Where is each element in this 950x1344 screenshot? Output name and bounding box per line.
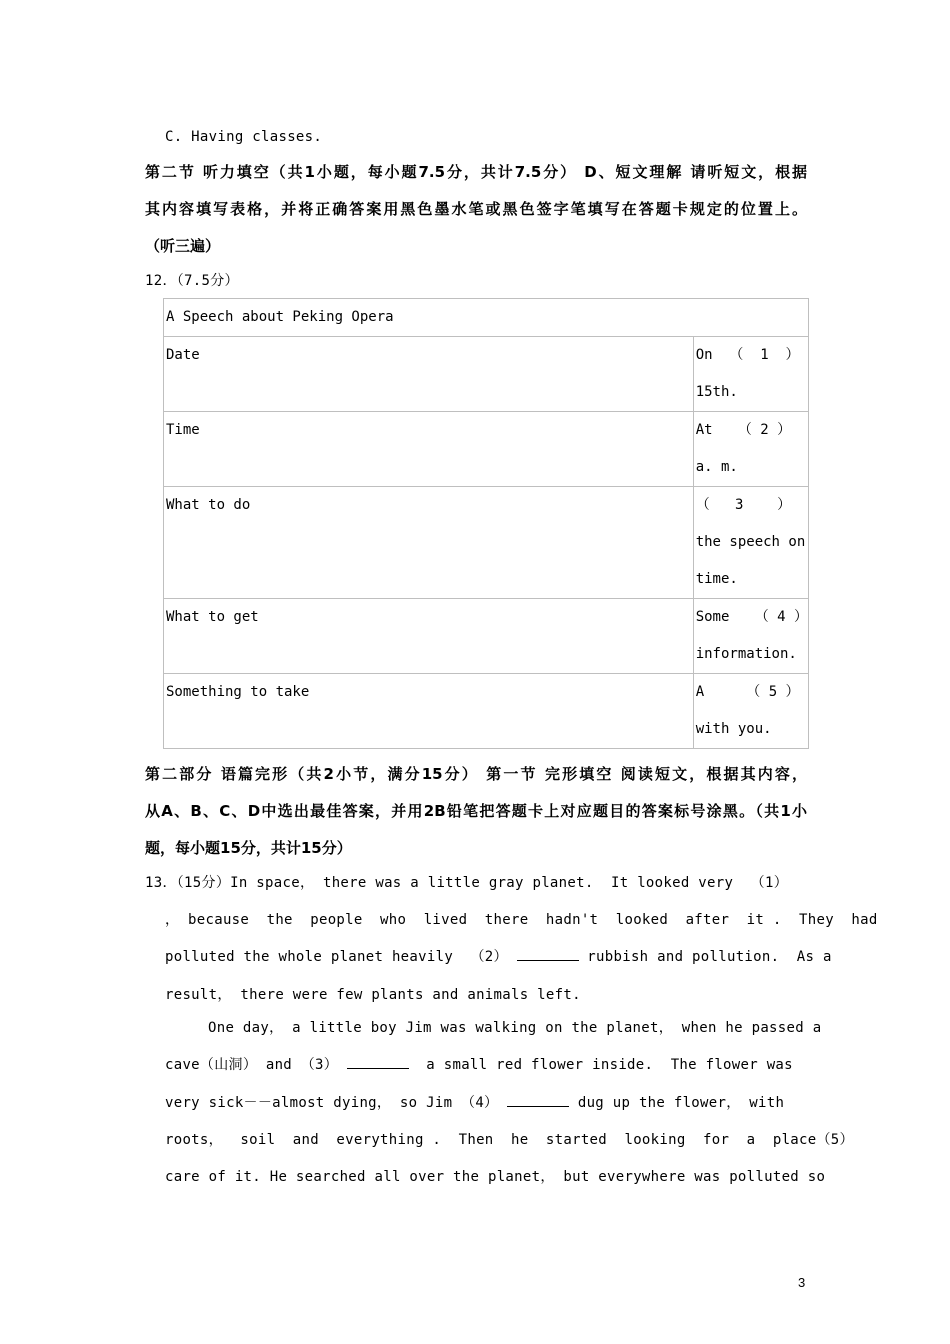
part2-header-line2: 从A、B、C、D中选出最佳答案，并用2B铅笔把答题卡上对应题目的答案标号涂黑。（共1小 xyxy=(145,802,807,820)
value-line: A （ 5 ） xyxy=(695,684,800,700)
text-segment: a small red flower inside. The flower was xyxy=(408,1057,793,1073)
table-row xyxy=(164,674,809,749)
table-row xyxy=(164,487,809,599)
q13-line4: result， there were few plants and animals left. xyxy=(165,987,581,1003)
value-line: with you. xyxy=(695,721,772,737)
answer-blank-4 xyxy=(507,1094,569,1107)
value-line: information. xyxy=(695,646,797,662)
q12-label: 12．（7.5分） xyxy=(145,273,239,289)
value-line: time. xyxy=(695,571,738,587)
q13-line1: 13．（15分）In space， there was a little gray planet. It looked very （1） xyxy=(145,875,789,891)
row-label: What to get xyxy=(164,599,694,674)
table-row xyxy=(164,599,809,674)
page-number: 3 xyxy=(798,1275,806,1290)
q13-line5: One day， a little boy Jim was walking on the planet， when he passed a xyxy=(208,1020,822,1036)
q13-line9: care of it. He searched all over the planet， but everywhere was polluted so xyxy=(165,1169,826,1185)
table-title: A Speech about Peking Opera xyxy=(164,299,809,337)
text-segment: polluted the whole planet heavily （2） xyxy=(165,949,508,965)
answer-blank-2 xyxy=(517,948,579,961)
row-value xyxy=(693,674,808,749)
q13-line6 xyxy=(165,1054,793,1074)
value-line: On （ 1 ） xyxy=(695,347,800,363)
q13-line2: ， because the people who lived there hadn't looked after it . They had xyxy=(165,912,878,928)
value-line: a. m. xyxy=(695,459,738,475)
option-c: C. Having classes. xyxy=(165,129,323,145)
section2-header-line3: （听三遍） xyxy=(145,237,221,255)
value-line: 15th. xyxy=(695,384,738,400)
section2-header-line1: 第二节 听力填空（共1小题，每小题7.5分，共计7.5分） D、短文理解 请听短文，根据 xyxy=(145,163,807,181)
text-segment: cave（山洞） and （3） xyxy=(165,1057,339,1073)
text-segment: dug up the flower， with xyxy=(569,1095,785,1111)
text-segment: very sick－－almost dying， so Jim （4） xyxy=(165,1095,499,1111)
table-row xyxy=(164,337,809,412)
row-value xyxy=(693,599,808,674)
section2-header-line2: 其内容填写表格，并将正确答案用黑色墨水笔或黑色签字笔填写在答题卡规定的位置上。 xyxy=(145,200,807,218)
answer-blank-3 xyxy=(347,1056,409,1069)
row-label: Time xyxy=(164,412,694,487)
q13-line8: roots， soil and everything . Then he started looking for a place（5） xyxy=(165,1132,854,1148)
part2-header-line3: 题，每小题15分，共计15分） xyxy=(145,839,352,857)
row-value xyxy=(693,337,808,412)
part2-header-line1: 第二部分 语篇完形（共2小节，满分15分） 第一节 完形填空 阅读短文，根据其内容， xyxy=(145,765,807,783)
row-value xyxy=(693,412,808,487)
row-label: Date xyxy=(164,337,694,412)
value-line: Some （ 4 ） xyxy=(695,609,808,625)
value-line: At （ 2 ） xyxy=(695,422,792,438)
value-line: the speech on xyxy=(695,534,806,550)
row-value xyxy=(693,487,808,599)
text-segment: rubbish and pollution. As a xyxy=(578,949,832,965)
q13-line7 xyxy=(165,1092,784,1112)
row-label: Something to take xyxy=(164,674,694,749)
q13-line3 xyxy=(165,946,832,966)
table-title-row xyxy=(164,299,809,337)
peking-opera-table xyxy=(163,298,809,749)
row-label: What to do xyxy=(164,487,694,599)
value-line: （ 3 ） xyxy=(695,497,792,513)
table-row xyxy=(164,412,809,487)
